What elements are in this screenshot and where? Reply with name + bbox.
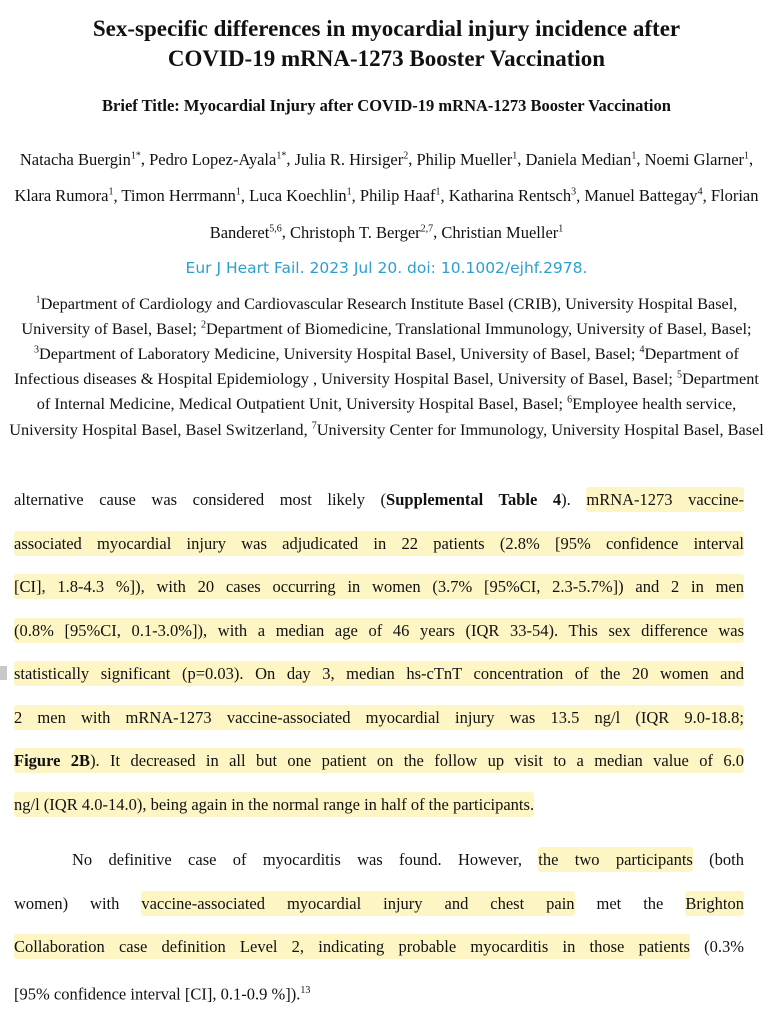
highlight: 2 men with mRNA-1273 vaccine-associated myocardial injury was 13.5 ng/l (IQR 9.0-18.8; [14,705,744,730]
author-affiliation-mark: 1 [744,150,750,161]
author: Manuel Battegay$^4$ [584,186,703,205]
text-line [14,522,744,566]
author-affiliation-mark: 5,6 [269,223,282,234]
author-affiliation-mark: 2 [403,150,409,161]
brief-title: Brief Title: Myocardial Injury after COVID-19 mRNA-1273 Booster Vaccination [102,96,671,115]
highlight: [CI], 1.8-4.3 %]), with 20 cases occurring in women (3.7% [95%CI, 2.3-5.7%]) and 2 in men [14,574,744,599]
author: Katharina Rentsch$^3$ [448,186,577,205]
text-line [14,783,744,827]
text-line: alternative cause was considered most likely (Supplemental Table 4). mRNA-1273 vaccine- [14,478,744,522]
text-line [14,609,744,653]
author-affiliation-mark: 2,7 [420,223,434,234]
author-affiliation-mark: 3 [571,186,577,198]
author-affiliation-mark: 4 [697,186,703,198]
journal-citation[interactable]: Eur J Heart Fail. 2023 Jul 20. doi: 10.1002/ejhf.2978. [185,259,588,277]
highlight: associated myocardial injury was adjudicated in 22 patients (2.8% [95% confidence interval [14,531,744,556]
side-marker [0,666,7,680]
author: Daniela Median$^1$ [525,149,637,169]
highlight: mRNA-1273 vaccine- [586,487,744,512]
title-line-1: Sex-specific differences in myocardial injury incidence after [92,16,681,41]
text-line [14,652,744,696]
affiliation: $^1$Department of Cardiology and Cardiovascular Research Institute Basel (CRIB), University Hospital Basel, University of Basel, Basel; [21,294,738,339]
affiliation: $^3$Department of Laboratory Medicine, University Hospital Basel, University of Basel, Basel; [34,344,640,364]
myocarditis-paragraph [14,838,744,1012]
supplemental-table-ref: Supplemental Table 4 [386,490,562,509]
highlight: the two participants [538,847,693,872]
author-list: Natacha Buergin$^{1*}$, Pedro Lopez-Ayala$^{1*}$, Julia R. Hirsiger$^2$, Philip Mueller$^1$, Daniela Median$^1$, Noemi Glarner$^1$, Klara Rumora$^1$, Timon Herrmann$^1$, Luca Koechlin$^1$, Philip Haaf$^1$, Katharina Rentsch$^3$, Manuel Battegay$^4$, Florian Banderet$^{5,6}$, Christoph T. Berger$^{2,7}$, Christian Mueller$^1$ [14,149,759,242]
highlight: ng/l (IQR 4.0-14.0), being again in the normal range in half of the participants. [14,792,534,817]
author: Natacha Buergin$^{1*}$ [19,149,141,169]
author-affiliation-mark: 1* [130,150,141,161]
author: Noemi Glarner$^1$ [644,149,750,169]
affiliation: $^7$University Center for Immunology, University Hospital Basel, Basel [311,419,764,439]
paper-title [0,14,773,74]
highlight: statistically significant (p=0.03). On day 3, median hs-cTnT concentration of the 20 women and [14,661,744,686]
author: Christoph T. Berger$^{2,7}$ [290,222,434,242]
author-affiliation-mark: 1 [235,186,241,198]
author-affiliation-mark: 1 [435,186,441,198]
author: Luca Koechlin$^1$ [249,186,352,205]
reference-13[interactable]: 13 [300,984,311,996]
text-line [14,739,744,783]
highlight: Figure 2B). It decreased in all but one patient on the follow up visit to a median value of 6.0 [14,748,744,773]
text-line [14,565,744,609]
author: Florian Banderet$^{5,6}$ [209,186,759,242]
affiliations [8,290,765,440]
author: Pedro Lopez-Ayala$^{1*}$ [149,149,287,169]
highlight: Collaboration case definition Level 2, indicating probable myocarditis in those patients [14,934,690,959]
highlight: vaccine-associated myocardial injury and chest pain [141,891,574,916]
author: Klara Rumora$^1$ [14,186,114,205]
affiliation: $^2$Department of Biomedicine, Translational Immunology, University of Basel, Basel; [200,319,752,339]
highlight: Brighton [685,891,744,916]
text-line [14,696,744,740]
figure-ref: Figure 2B [14,751,91,770]
affiliation: $^6$Employee health service, University Hospital Basel, Basel Switzerland, [9,394,737,439]
author: Philip Haaf$^1$ [359,186,441,205]
author-affiliation-mark: 1 [346,186,352,198]
affiliation: $^5$Department of Internal Medicine, Medical Outpatient Unit, University Hospital Basel, Basel; [36,369,759,414]
author-affiliation-mark: 1* [276,150,287,161]
text-line: women) with vaccine-associated myocardial injury and chest pain met the Brighton [14,882,744,926]
author-affiliation-mark: 1 [108,186,114,198]
highlight: (0.8% [95%CI, 0.1-3.0%]), with a median age of 46 years (IQR 33-54). This sex difference was [14,618,744,643]
text-line: [95% confidence interval [CI], 0.1-0.9 %]).$^{13}$ [14,984,311,1003]
title-line-2: COVID-19 mRNA-1273 Booster Vaccination [167,46,606,71]
author: Philip Mueller$^1$ [416,149,518,169]
affiliation: $^4$Department of Infectious diseases & Hospital Epidemiology , University Hospital Basel, University of Basel, Basel; [14,344,739,389]
author-affiliation-mark: 1 [631,150,637,161]
author: Christian Mueller$^1$ [441,222,564,242]
author-affiliation-mark: 1 [512,150,518,161]
author: Timon Herrmann$^1$ [121,186,241,205]
author-affiliation-mark: 1 [558,223,564,234]
text-line: No definitive case of myocarditis was found. However, the two participants (both [14,838,744,882]
results-paragraph [14,478,744,826]
text-line: Collaboration case definition Level 2, indicating probable myocarditis in those patients (0.3% [14,925,744,969]
author: Julia R. Hirsiger$^2$ [294,149,409,169]
